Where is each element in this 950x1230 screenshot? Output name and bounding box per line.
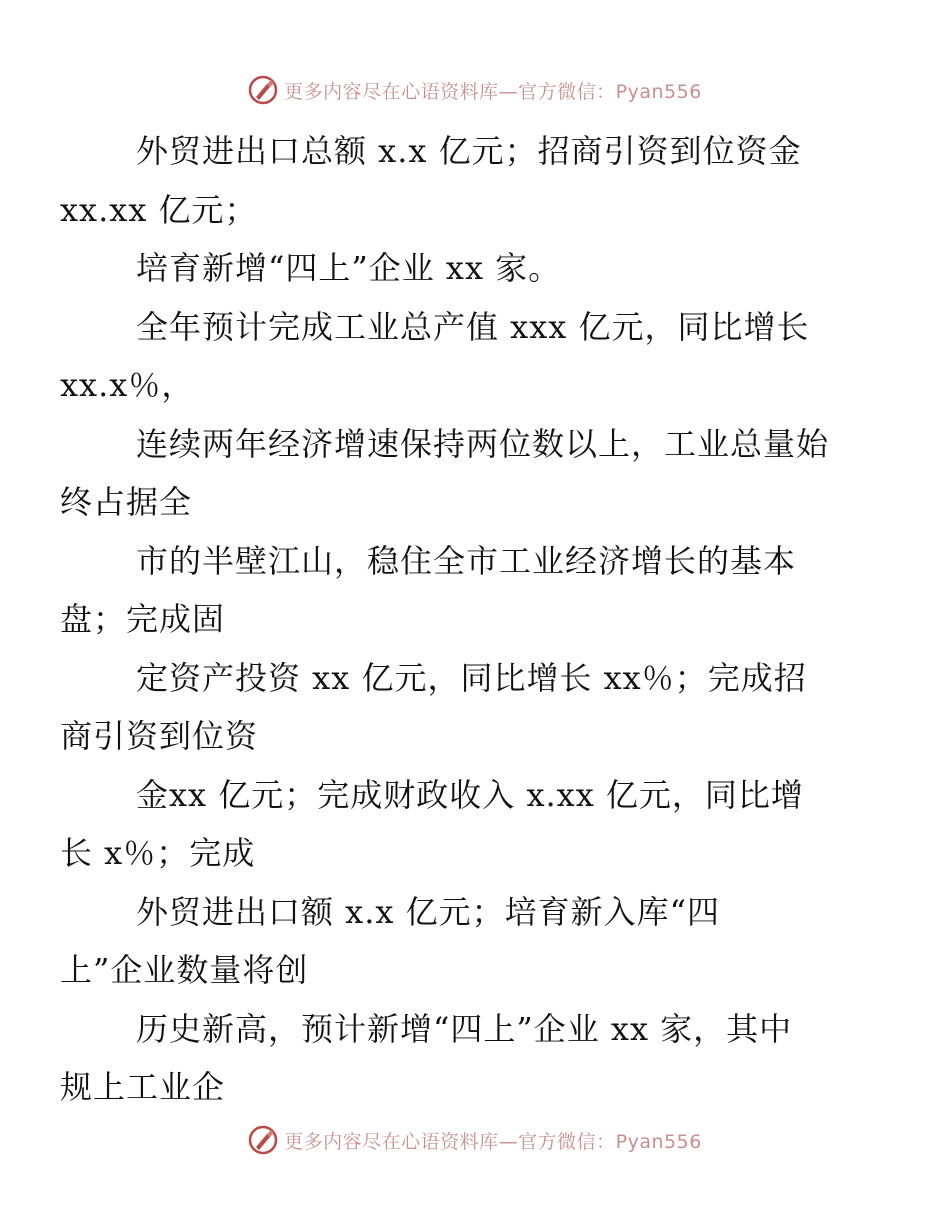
paragraph [60,766,858,883]
paragraph-line: 培育新增“四上”企业 xx 家。 [136,249,562,287]
paragraph-line: 连续两年经济增速保持两位数以上，工业总量始 [136,424,830,463]
paragraph [60,298,858,415]
paragraph [60,1000,858,1117]
paragraph-line: 上”企业数量将创 [60,951,309,989]
pen-nib-logo-icon [248,1125,278,1155]
document-body [60,122,858,1117]
paragraph-line: 定资产投资 xx 亿元，同比增长 xx％；完成招 [136,658,807,697]
paragraph-line: 规上工业企 [60,1068,226,1106]
footer-watermark [0,1120,950,1160]
paragraph-line: 外贸进出口总额 x.x 亿元；招商引资到位资金 [136,132,802,170]
header-watermark [0,70,950,110]
paragraph [60,532,858,649]
paragraph-line: 盘；完成固 [60,600,226,638]
paragraph-line: 全年预计完成工业总产值 xxx 亿元，同比增长 [136,307,810,346]
paragraph-line: xx.xx 亿元； [60,190,258,229]
paragraph-line: 终占据全 [60,483,193,521]
paragraph [60,415,858,532]
paragraph [60,122,858,239]
pen-nib-logo-icon [248,75,278,105]
paragraph-line: 市的半壁江山，稳住全市工业经济增长的基本 [136,541,797,580]
watermark-text: 更多内容尽在心语资料库—官方微信：Pyan556 [284,80,702,103]
paragraph-line: 外贸进出口额 x.x 亿元；培育新入库“四 [136,892,720,931]
paragraph [98,239,858,298]
paragraph [60,883,858,1000]
paragraph [60,649,858,766]
paragraph-line: 商引资到位资 [60,717,259,755]
watermark-text: 更多内容尽在心语资料库—官方微信：Pyan556 [284,1130,702,1153]
paragraph-line: 金xx 亿元；完成财政收入 x.xx 亿元，同比增 [136,775,804,814]
paragraph-line: 长 x％；完成 [60,834,256,872]
paragraph-line: xx.x％， [60,366,195,404]
paragraph-line: 历史新高，预计新增“四上”企业 xx 家，其中 [136,1009,793,1048]
